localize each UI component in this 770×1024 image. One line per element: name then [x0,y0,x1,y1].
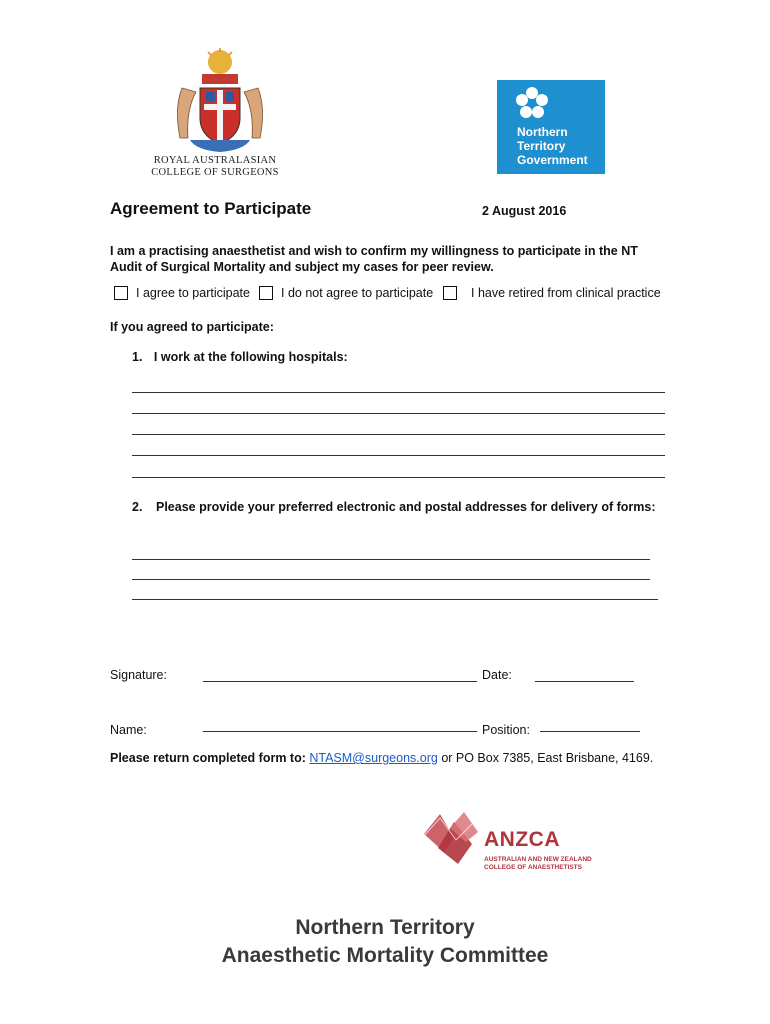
position-label: Position: [482,723,530,737]
form-date: 2 August 2016 [482,204,567,218]
not-agree-label: I do not agree to participate [281,286,434,300]
racs-name-line2: COLLEGE OF SURGEONS [151,167,279,178]
name-label: Name: [110,723,147,737]
intro-statement: I am a practising anaesthetist and wish to confirm my willingness to participate in the NT Audit of Surgical Mortality and subject my cases for peer review. [110,244,638,274]
hospital-line-3[interactable] [132,434,665,435]
address-line-1[interactable] [132,559,650,560]
q1-text: I work at the following hospitals: [153,350,348,364]
hospital-line-4[interactable] [132,455,665,456]
date-label: Date: [482,668,512,682]
ntg-line2: Territory [517,139,566,153]
hospital-line-2[interactable] [132,413,665,414]
q1-number: 1. [132,350,143,364]
hospital-line-1[interactable] [132,392,665,393]
anzca-name: ANZCA [484,828,560,851]
signature-field[interactable] [203,681,477,682]
footer-line1: Northern Territory [295,916,475,939]
retired-label: I have retired from clinical practice [471,286,661,300]
q2-number: 2. [132,500,143,514]
if-agreed-heading: If you agreed to participate: [110,320,274,334]
retired-checkbox[interactable] [443,286,457,300]
address-line-2[interactable] [132,579,650,580]
hospital-line-5[interactable] [132,477,665,478]
anzca-logo [420,808,610,878]
position-field[interactable] [540,731,640,732]
address-line-3[interactable] [132,599,658,600]
racs-name-line1: ROYAL AUSTRALASIAN [153,155,277,166]
option-agree[interactable] [114,286,250,300]
date-field[interactable] [535,681,634,682]
flower-icon [515,86,549,120]
option-retired[interactable] [443,286,661,300]
footer-line2: Anaesthetic Mortality Committee [221,944,549,967]
anzca-sub-line2: COLLEGE OF ANAESTHETISTS [484,864,582,871]
anzca-mark-icon [420,808,482,866]
option-not-agree[interactable] [259,286,433,300]
question-1 [132,350,348,364]
agree-checkbox[interactable] [114,286,128,300]
agree-label: I agree to participate [136,286,250,300]
return-email-link[interactable]: NTASM@surgeons.org [309,751,438,765]
racs-name [140,155,290,179]
q2-text: Please provide your preferred electronic and postal addresses for delivery of forms: [156,500,656,514]
form-title: Agreement to Participate [110,199,312,218]
ntg-line1: Northern [517,125,568,139]
anzca-sub-line1: AUSTRALIAN AND NEW ZEALAND [484,856,592,863]
question-2 [132,500,672,515]
return-suffix: or PO Box 7385, East Brisbane, 4169. [437,751,654,765]
name-field[interactable] [203,731,477,732]
return-instructions [110,751,670,766]
anzca-subtitle [484,856,592,872]
committee-footer [0,914,770,970]
ntg-line3: Government [517,153,588,167]
return-prefix: Please return completed form to: [110,751,306,765]
not-agree-checkbox[interactable] [259,286,273,300]
signature-label: Signature: [110,668,167,682]
nt-government-logo [497,80,605,174]
